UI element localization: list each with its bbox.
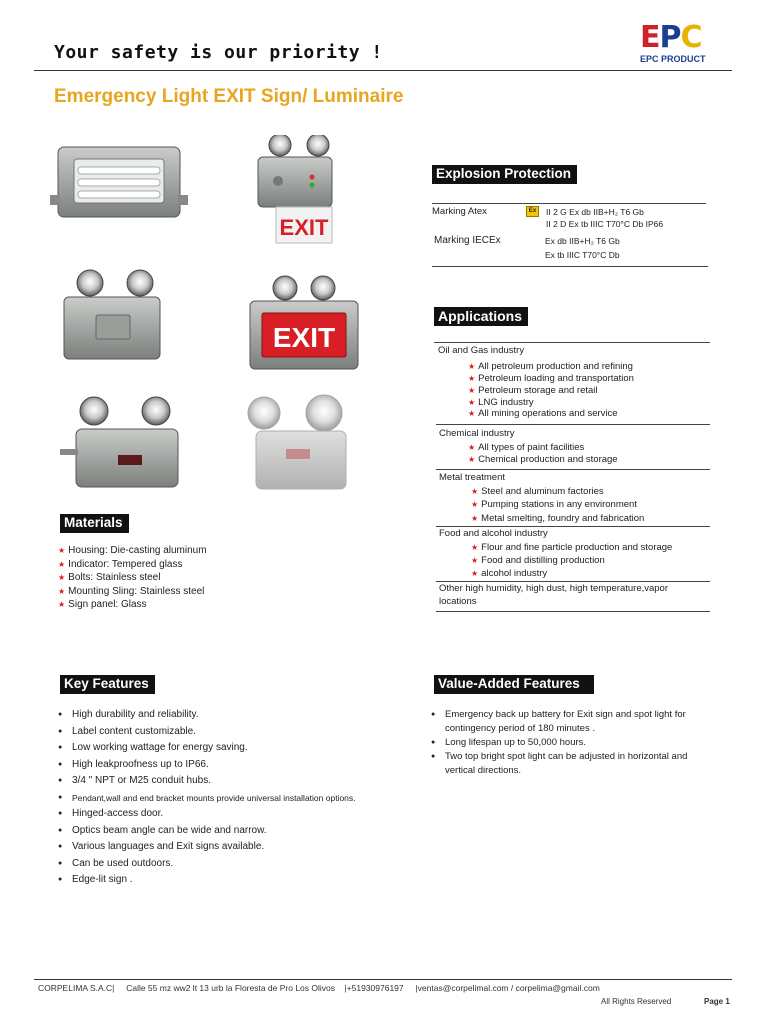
footer-address: Calle 55 mz ww2 lt 13 urb la Floresta de Pro Los Olivos xyxy=(126,983,336,993)
app-group-chemical: Chemical industry xyxy=(439,428,515,439)
logo-letters: EPC xyxy=(640,20,702,55)
list-item: ★ alcohol industry xyxy=(471,568,548,579)
divider xyxy=(434,342,710,343)
page-title: Emergency Light EXIT Sign/ Luminaire xyxy=(54,86,404,107)
key-features-heading: Key Features xyxy=(60,675,155,694)
list-item: ● Label content customizable. xyxy=(58,724,356,741)
value-added-list xyxy=(431,708,687,778)
explosion-protection-heading: Explosion Protection xyxy=(432,165,577,184)
list-item: ★ Indicator: Tempered glass xyxy=(58,558,183,570)
footer-contact: CORPELIMA S.A.C| Calle 55 mz ww2 lt 13 urb la Floresta de Pro Los Olivos |+51930976197 |ventas@corpelimal.com / corpelima@gmail.com xyxy=(38,983,600,993)
footer-email: ventas@corpelimal.com / corpelima@gmail.com xyxy=(417,983,600,993)
key-features-list xyxy=(58,707,356,889)
list-item: ★ LNG industry xyxy=(468,397,534,408)
list-item: ● Pendant,wall and end bracket mounts provide universal installation options. xyxy=(58,790,356,807)
epc-logo xyxy=(638,22,722,66)
iecex-label: Marking IECEx xyxy=(434,235,501,246)
product-twin-spot-box xyxy=(64,270,160,359)
list-item: ★ Bolts: Stainless steel xyxy=(58,572,161,583)
product-linear-fixture xyxy=(50,147,188,217)
exit-text: EXIT xyxy=(272,322,336,353)
list-item: ● Edge-lit sign . xyxy=(58,872,356,889)
list-item: ● Low working wattage for energy saving. xyxy=(58,740,356,757)
list-item: ★ Pumping stations in any environment xyxy=(471,499,637,510)
list-item: ★ Mounting Sling: Stainless steel xyxy=(58,585,205,597)
footer-rights: All Rights Reserved xyxy=(601,997,672,1006)
list-item: ● 3/4 " NPT or M25 conduit hubs. xyxy=(58,773,356,790)
atex-line-1: II 2 G Ex db IIB+H₂ T6 Gb xyxy=(546,207,644,217)
list-item: ● Emergency back up battery for Exit sign and spot light for contingency period of 180 minutes . xyxy=(431,708,687,736)
list-item: ★ Metal smelting, foundry and fabrication xyxy=(471,513,645,524)
list-item: ★ Petroleum storage and retail xyxy=(468,385,598,396)
list-item: ● High leakproofness up to IP66. xyxy=(58,757,356,774)
list-item: ★ Steel and aluminum factories xyxy=(471,486,604,497)
iecex-line-1: Ex db IIB+H₂ T6 Gb xyxy=(545,236,620,246)
footer-company: CORPELIMA S.A.C xyxy=(38,983,113,993)
app-group-other-line-2: locations xyxy=(439,596,477,607)
list-item: ★ Petroleum loading and transportation xyxy=(468,373,634,384)
list-item: ★ Chemical production and storage xyxy=(468,454,618,465)
app-group-oil-gas: Oil and Gas industry xyxy=(438,345,525,356)
logo-subtitle: EPC PRODUCT xyxy=(640,54,706,64)
list-item: ● High durability and reliability. xyxy=(58,707,356,724)
materials-list xyxy=(58,544,207,612)
list-item: ● Can be used outdoors. xyxy=(58,856,356,873)
iecex-line-2: Ex tb IIIC T70°C Db xyxy=(545,250,620,260)
divider xyxy=(432,266,708,267)
product-exit-box xyxy=(250,276,358,369)
divider xyxy=(436,581,710,582)
product-gallery xyxy=(50,135,380,520)
list-item: ★ Flour and fine particle production and storage xyxy=(471,542,673,553)
list-item: ● Various languages and Exit signs available. xyxy=(58,839,356,856)
product-twin-spot-battery xyxy=(60,397,178,487)
header-divider xyxy=(34,70,732,71)
app-group-metal: Metal treatment xyxy=(439,472,505,483)
footer-divider xyxy=(34,979,732,980)
atex-label: Marking Atex xyxy=(432,206,487,217)
list-item: ★ Housing: Die-casting aluminum xyxy=(58,545,207,556)
list-item: ★ Food and distilling production xyxy=(471,555,605,566)
list-item: ★ All petroleum production and refining xyxy=(468,361,633,372)
list-item: ● Long lifespan up to 50,000 hours. xyxy=(431,736,687,750)
tagline: Your safety is our priority ! xyxy=(54,42,383,63)
divider xyxy=(436,526,710,527)
list-item: ★ All mining operations and service xyxy=(468,408,618,419)
footer-phone: +51930976197 xyxy=(346,983,404,993)
list-item: ● Two top bright spot light can be adjusted in horizontal and vertical directions. xyxy=(431,750,687,778)
app-group-food: Food and alcohol industry xyxy=(439,528,548,539)
applications-heading: Applications xyxy=(434,307,528,326)
divider xyxy=(436,611,710,612)
ex-hexagon-icon: Ex xyxy=(526,206,539,217)
list-item: ● Optics beam angle can be wide and narrow. xyxy=(58,823,356,840)
value-added-heading: Value-Added Features xyxy=(434,675,594,694)
materials-heading: Materials xyxy=(60,514,129,533)
divider xyxy=(432,203,706,204)
product-twin-spot-exit xyxy=(258,135,332,243)
atex-line-2: II 2 D Ex tb IIIC T70°C Db IP66 xyxy=(546,219,664,229)
list-item: ★ Sign panel: Glass xyxy=(58,599,147,610)
divider xyxy=(436,424,710,425)
app-group-other-line-1: Other high humidity, high dust, high temperature,vapor xyxy=(439,583,669,594)
exit-text: EXIT xyxy=(279,215,329,240)
list-item: ★ All types of paint facilities xyxy=(468,442,585,453)
list-item: ● Hinged-access door. xyxy=(58,806,356,823)
page-number: Page 1 xyxy=(704,997,730,1006)
divider xyxy=(436,469,710,470)
product-twin-spot-faded xyxy=(248,395,346,489)
